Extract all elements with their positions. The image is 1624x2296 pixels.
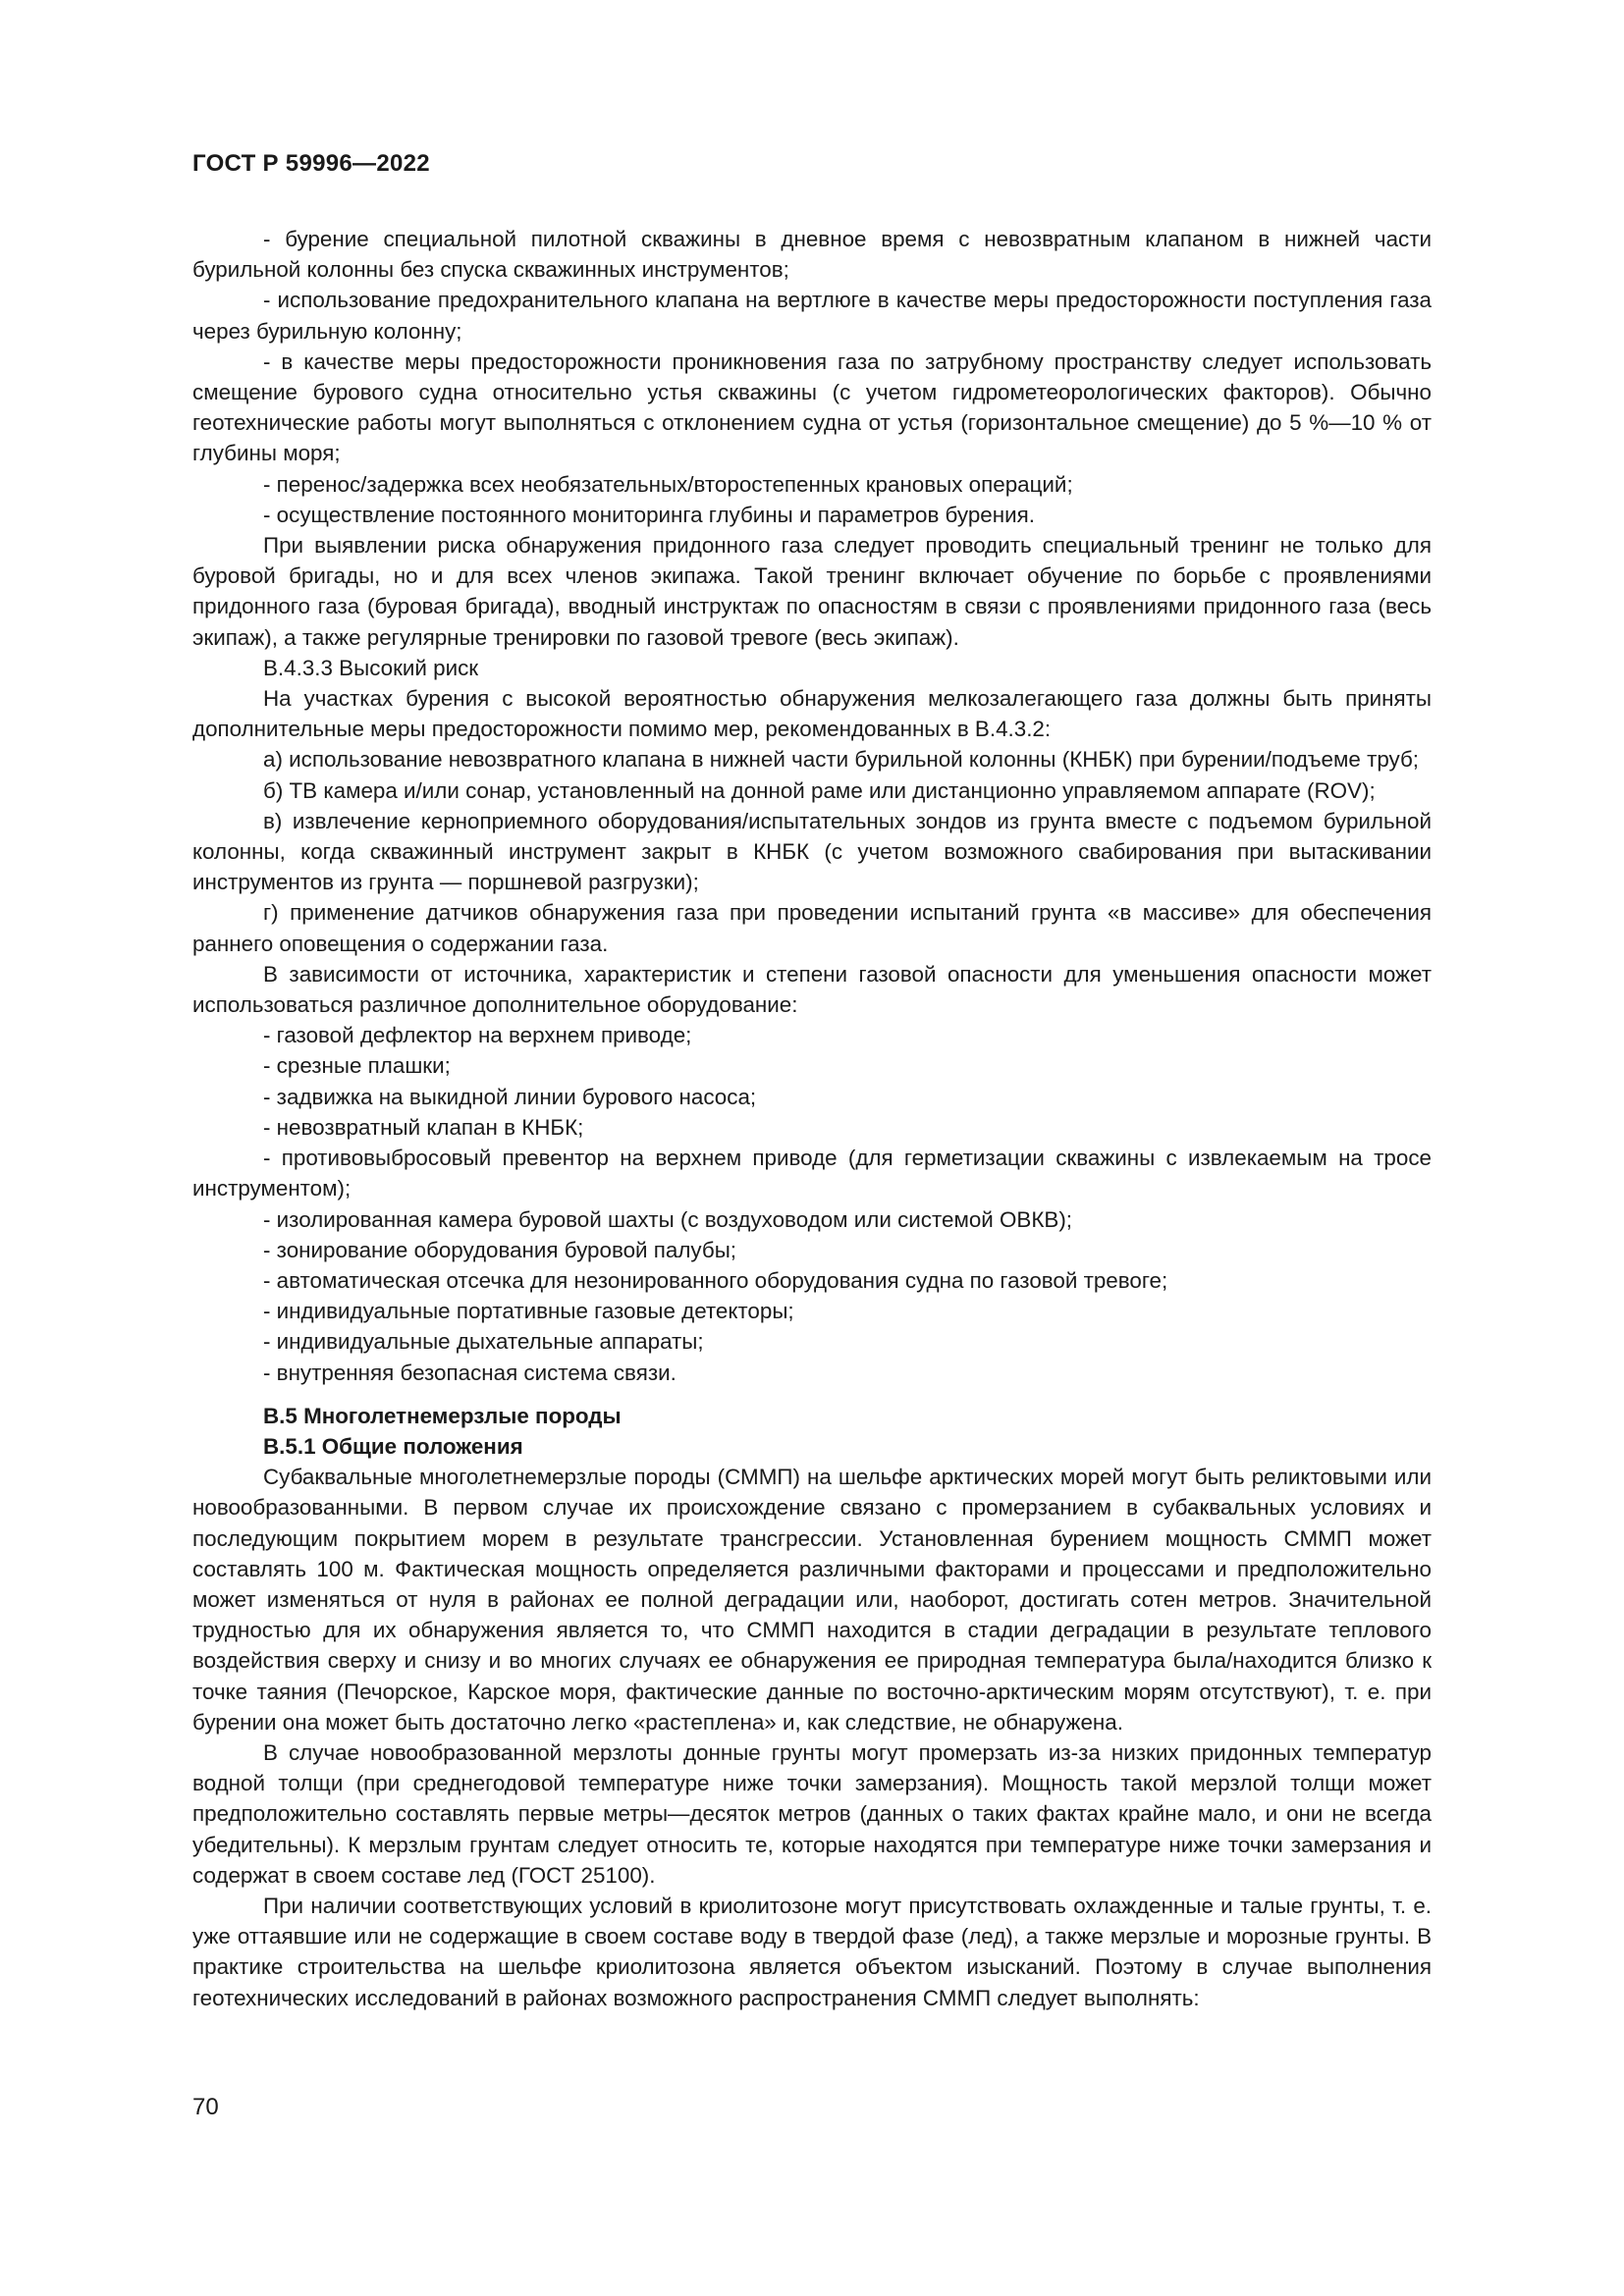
list-item: - изолированная камера буровой шахты (с воздуховодом или системой ОВКВ); [263, 1206, 1073, 1232]
list-item: - внутренняя безопасная система связи. [263, 1360, 677, 1385]
list-item: - индивидуальные дыхательные аппараты; [263, 1329, 704, 1355]
section-heading: В.5 Многолетнемерзлые породы [263, 1403, 622, 1428]
subsection-heading: В.4.3.3 Высокий риск [263, 655, 479, 680]
list-item: г) применение датчиков обнаружения газа при проведении испытаний грунта «в массиве» для обеспечения раннего оповещения о содержании газа. [192, 900, 1432, 956]
list-item: - использование предохранительного клапана на вертлюге в качестве меры предосторожности поступления газа через бурильную колонну; [192, 288, 1432, 344]
list-item: в) извлечение керноприемного оборудования/испытательных зондов из грунта вместе с подъемом бурильной колонны, когда скважинный инструмент закрыт в КНБК (с учетом возможного свабирования при вытаскивании инструментов из грунта — поршневой разгрузки); [192, 808, 1432, 895]
paragraph: Субаквальные многолетнемерзлые породы (СММП) на шельфе арктических морей могут быть реликтовыми или новообразованными. В первом случае их происхождение связано с промерзанием в субаквальных условиях и последующим покрытием морем в результате трансгрессии. Установленная бурением мощность СММП может составлять 100 м. Фактическая мощность определяется различными факторами и процессами и предположительно может изменяться от нуля в районах ее полной деградации или, наоборот, достигать сотен метров. Значительной трудностью для их обнаружения является то, что СММП находится в стадии деградации в результате теплового воздействия сверху и снизу и во многих случаях ее обнаружения ее природная температура была/находится близко к точке таяния (Печорское, Карское моря, фактические данные по восточно-арктическим морям отсутствуют), т. е. при бурении она может быть достаточно легко «растеплена» и, как следствие, не обнаружена. [192, 1465, 1432, 1735]
list-item: - в качестве меры предосторожности проникновения газа по затрубному пространству следует использовать смещение бурового судна относительно устья скважины (с учетом гидрометеорологических факторов). Обычно геотехнические работы могут выполняться с отклонением судна от устья (горизонтальное смещение) до 5 %—10 % от глубины моря; [192, 348, 1432, 466]
document-body [192, 224, 1432, 2013]
paragraph: В зависимости от источника, характеристик и степени газовой опасности для уменьшения опасности может использоваться различное дополнительное оборудование: [192, 961, 1432, 1018]
paragraph: При наличии соответствующих условий в криолитозоне могут присутствовать охлажденные и талые грунты, т. е. уже оттаявшие или не содержащие в своем составе воду в твердой фазе (лед), а также мерзлые и морозные грунты. В практике строительства на шельфе криолитозона является объектом изысканий. Поэтому в случае выполнения геотехнических исследований в районах возможного распространения СММП следует выполнять: [192, 1893, 1432, 2010]
list-item: - индивидуальные портативные газовые детекторы; [263, 1299, 794, 1324]
list-item: - невозвратный клапан в КНБК; [263, 1114, 584, 1140]
paragraph: При выявлении риска обнаружения придонного газа следует проводить специальный тренинг не только для буровой бригады, но и для всех членов экипажа. Такой тренинг включает обучение по борьбе с проявлениями придонного газа (буровая бригада), вводный инструктаж по опасностям в связи с проявлениями придонного газа (весь экипаж), а также регулярные тренировки по газовой тревоге (весь экипаж). [192, 533, 1432, 650]
list-item: - противовыбросовый превентор на верхнем приводе (для герметизации скважины с извлекаемым на тросе инструментом); [192, 1146, 1432, 1201]
list-item: - осуществление постоянного мониторинга глубины и параметров бурения. [263, 502, 1035, 527]
list-item: - газовой дефлектор на верхнем приводе; [263, 1023, 692, 1048]
list-item: - срезные плашки; [263, 1053, 451, 1079]
list-item: а) использование невозвратного клапана в нижней части бурильной колонны (КНБК) при бурении/подъеме труб; [263, 747, 1420, 773]
paragraph: На участках бурения с высокой вероятностью обнаружения мелкозалегающего газа должны быть приняты дополнительные меры предосторожности помимо мер, рекомендованных в В.4.3.2: [192, 686, 1432, 742]
list-item: - автоматическая отсечка для незонированного оборудования судна по газовой тревоге; [263, 1267, 1168, 1293]
list-item: б) ТВ камера и/или сонар, установленный на донной раме или дистанционно управляемом аппарате (ROV); [263, 777, 1376, 803]
page-number: 70 [192, 2094, 219, 2120]
list-item: - задвижка на выкидной линии бурового насоса; [263, 1084, 757, 1109]
list-item: - зонирование оборудования буровой палубы; [263, 1237, 737, 1262]
paragraph: В случае новообразованной мерзлоты донные грунты могут промерзать из-за низких придонных температур водной толщи (при среднегодовой температуре ниже точки замерзания). Мощность такой мерзлой толщи может предположительно составлять первые метры—десяток метров (данных о таких фактах крайне мало, и они не всегда убедительны). К мерзлым грунтам следует относить те, которые находятся при температуре ниже точки замерзания и содержат в своем составе лед (ГОСТ 25100). [192, 1739, 1432, 1888]
subsection-heading: В.5.1 Общие положения [263, 1433, 523, 1459]
list-item: - бурение специальной пилотной скважины в дневное время с невозвратным клапаном в нижней части бурильной колонны без спуска скважинных инструментов; [192, 227, 1432, 283]
document-header: ГОСТ Р 59996—2022 [192, 150, 430, 177]
list-item: - перенос/задержка всех необязательных/второстепенных крановых операций; [263, 471, 1073, 497]
